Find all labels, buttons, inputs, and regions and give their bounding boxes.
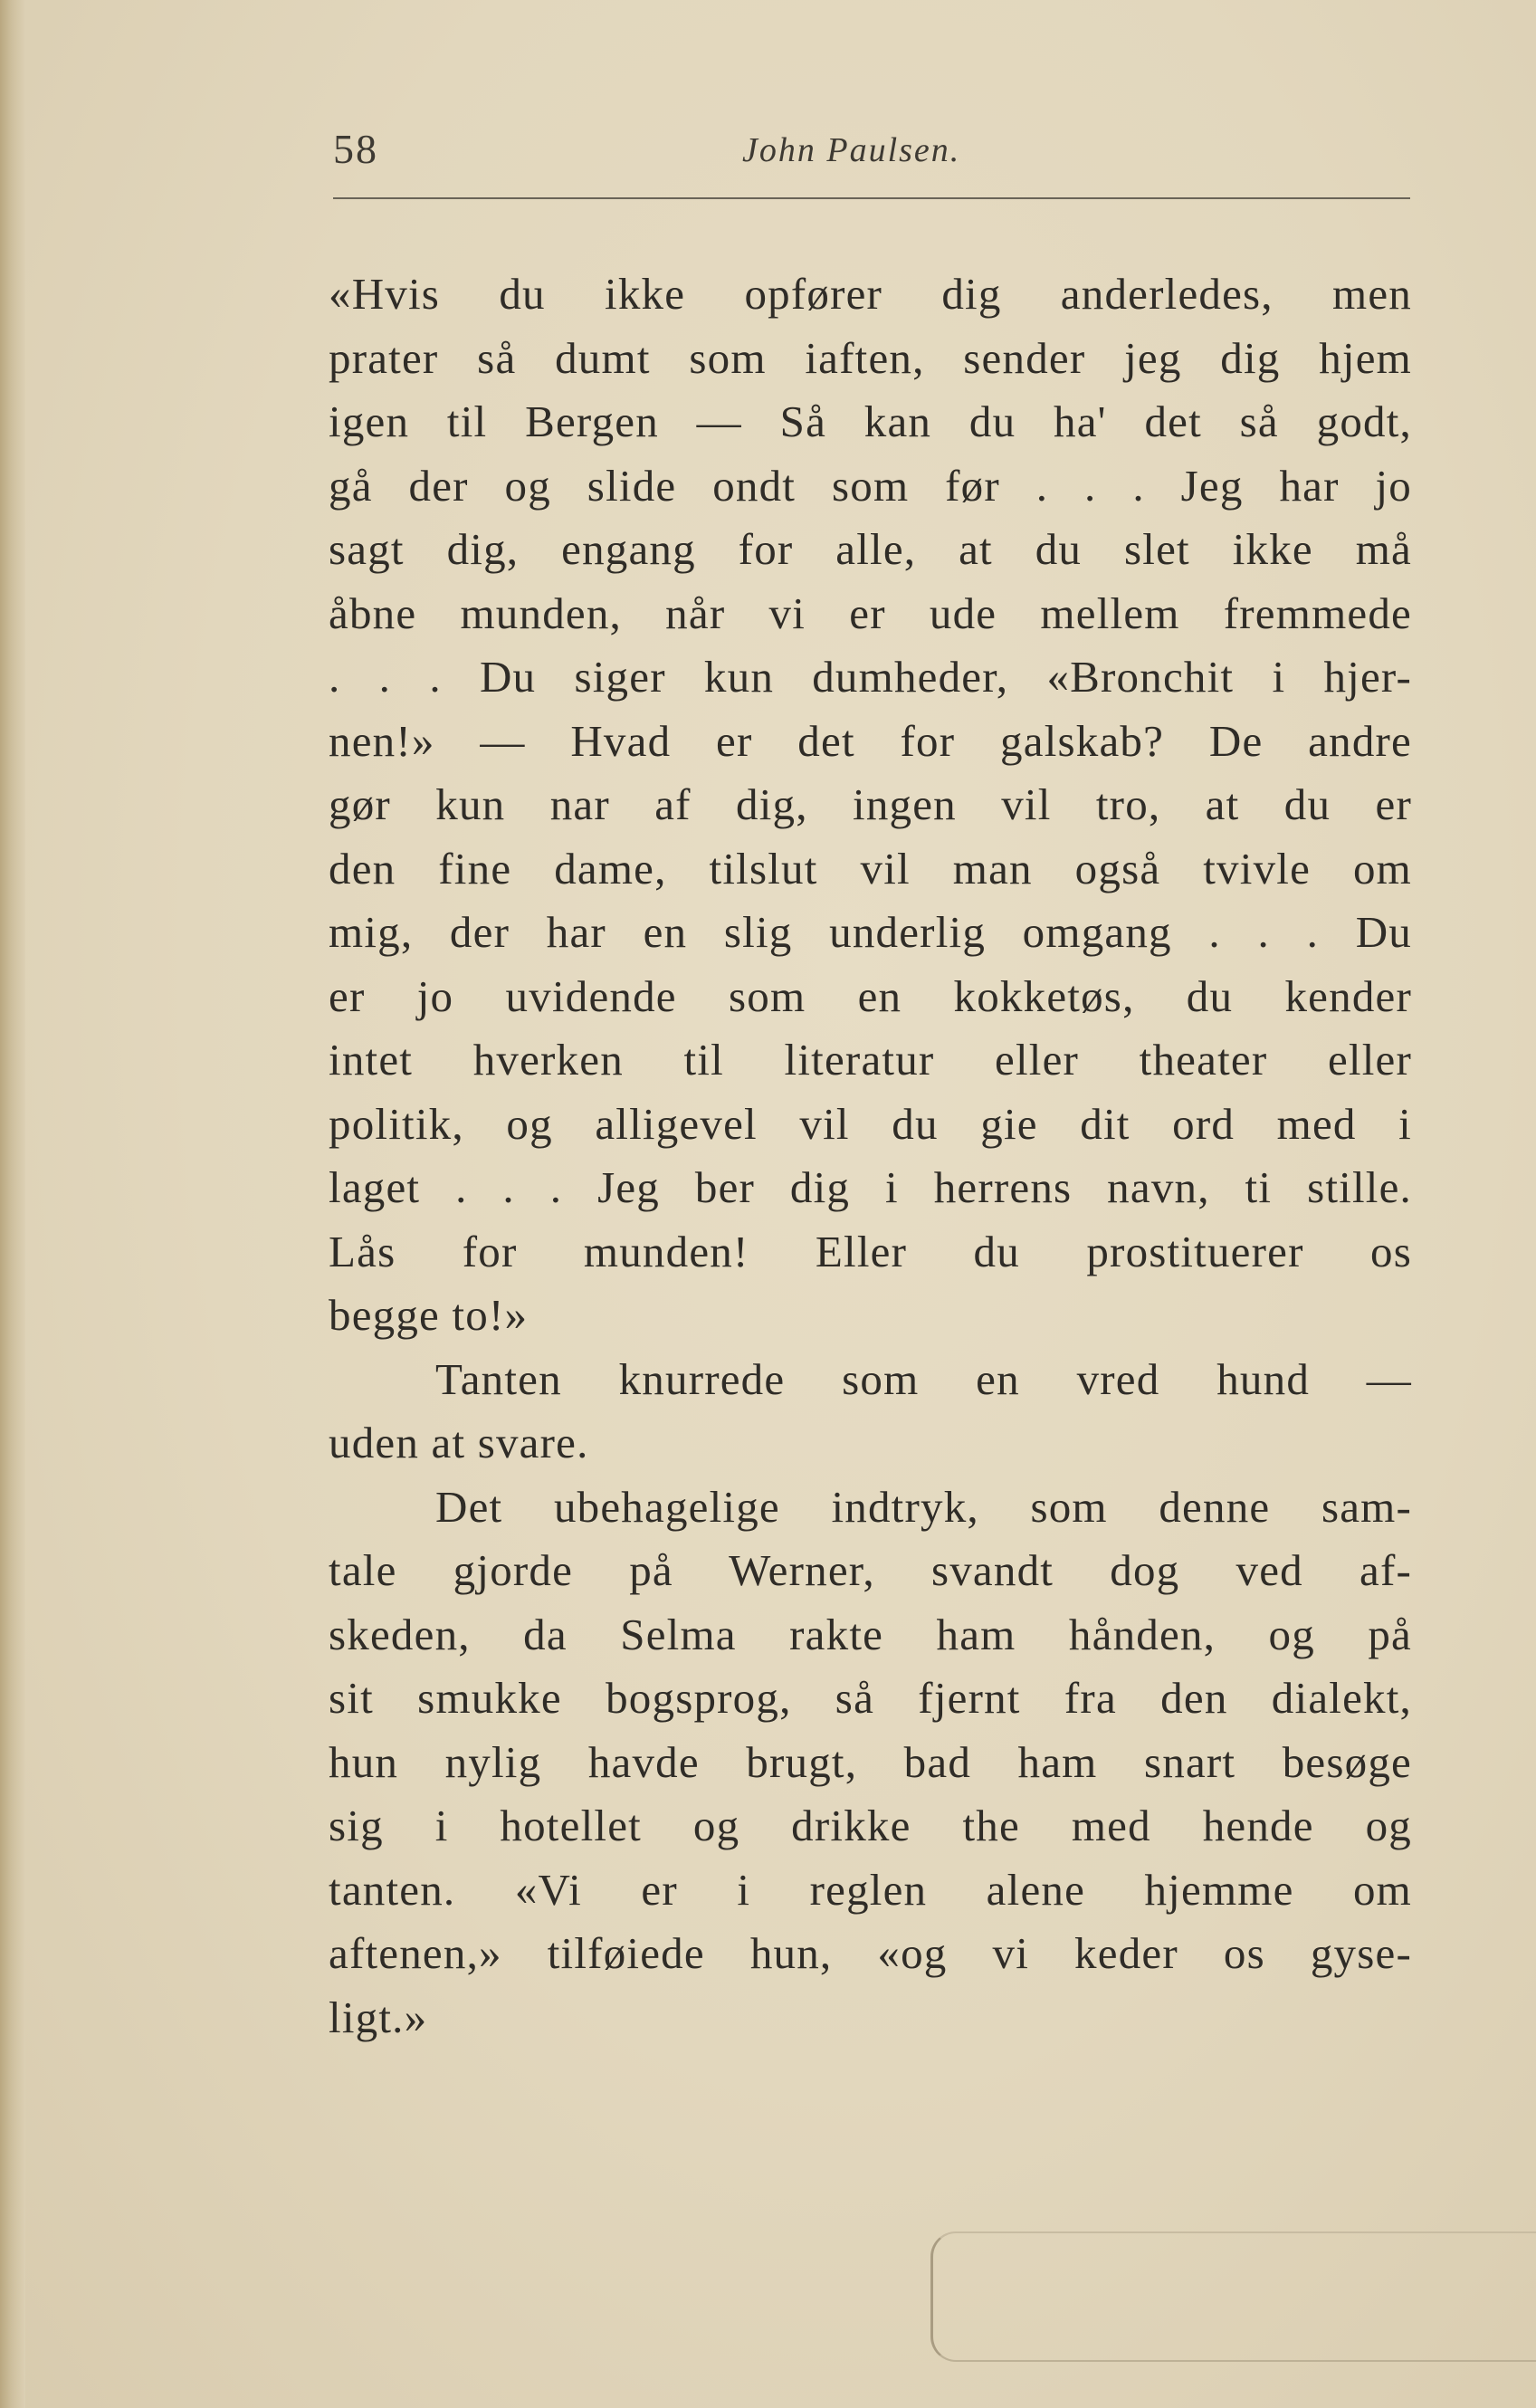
text-line: gå der og slide ondt som før . . . Jeg har jo xyxy=(329,460,1412,511)
text-line: den fine dame, tilslut vil man også tvivle om xyxy=(329,843,1412,893)
text-line: sit smukke bogsprog, så fjernt fra den dialekt, xyxy=(329,1673,1412,1723)
text-line: laget . . . Jeg ber dig i herrens navn, ti stille. xyxy=(329,1162,1412,1212)
running-head-author: John Paulsen. xyxy=(742,131,961,169)
text-line: tanten. «Vi er i reglen alene hjemme om xyxy=(329,1864,1412,1915)
text-line: mig, der har en slig underlig omgang . . . Du xyxy=(329,907,1412,957)
text-line: . . . Du siger kun dumheder, «Bronchit i hjer- xyxy=(329,652,1412,702)
stamp-outline xyxy=(930,2231,1536,2362)
page-binding-edge xyxy=(0,0,25,2408)
text-line: ligt.» xyxy=(329,1992,428,2042)
text-line: «Hvis du ikke opfører dig anderledes, men xyxy=(329,269,1412,319)
text-line: åbne munden, når vi er ude mellem fremmede xyxy=(329,588,1412,638)
text-line: Tanten knurrede som en vred hund — xyxy=(435,1353,1412,1404)
text-line: intet hverken til literatur eller theater eller xyxy=(329,1035,1412,1085)
text-line: prater så dumt som iaften, sender jeg dig hjem xyxy=(329,332,1412,383)
text-line: uden at svare. xyxy=(329,1418,589,1467)
text-line: skeden, da Selma rakte ham hånden, og på xyxy=(329,1609,1412,1659)
text-line: hun nylig havde brugt, bad ham snart besøge xyxy=(329,1736,1412,1787)
text-line: sagt dig, engang for alle, at du slet ikke må xyxy=(329,524,1412,574)
text-line: Lås for munden! Eller du prostituerer os xyxy=(329,1226,1412,1276)
text-line: sig i hotellet og drikke the med hende og xyxy=(329,1801,1412,1850)
text-line: Det ubehagelige indtryk, som denne sam- xyxy=(435,1481,1412,1532)
text-line: politik, og alligevel vil du gie dit ord med i xyxy=(329,1098,1412,1149)
text-line: begge to!» xyxy=(329,1290,529,1340)
body-text xyxy=(329,263,1412,2050)
text-line: gør kun nar af dig, ingen vil tro, at du er xyxy=(329,779,1412,829)
text-line: tale gjorde på Werner, svandt dog ved af- xyxy=(329,1545,1412,1595)
text-line: nen!» — Hvad er det for galskab? De andre xyxy=(329,715,1412,766)
text-line: igen til Bergen — Så kan du ha' det så godt, xyxy=(329,397,1412,446)
text-line: er jo uvidende som en kokketøs, du kender xyxy=(329,970,1412,1021)
text-line: aftenen,» tilføiede hun, «og vi keder os gyse- xyxy=(329,1928,1412,1978)
page-number: 58 xyxy=(333,126,378,172)
page-header xyxy=(333,125,1410,199)
